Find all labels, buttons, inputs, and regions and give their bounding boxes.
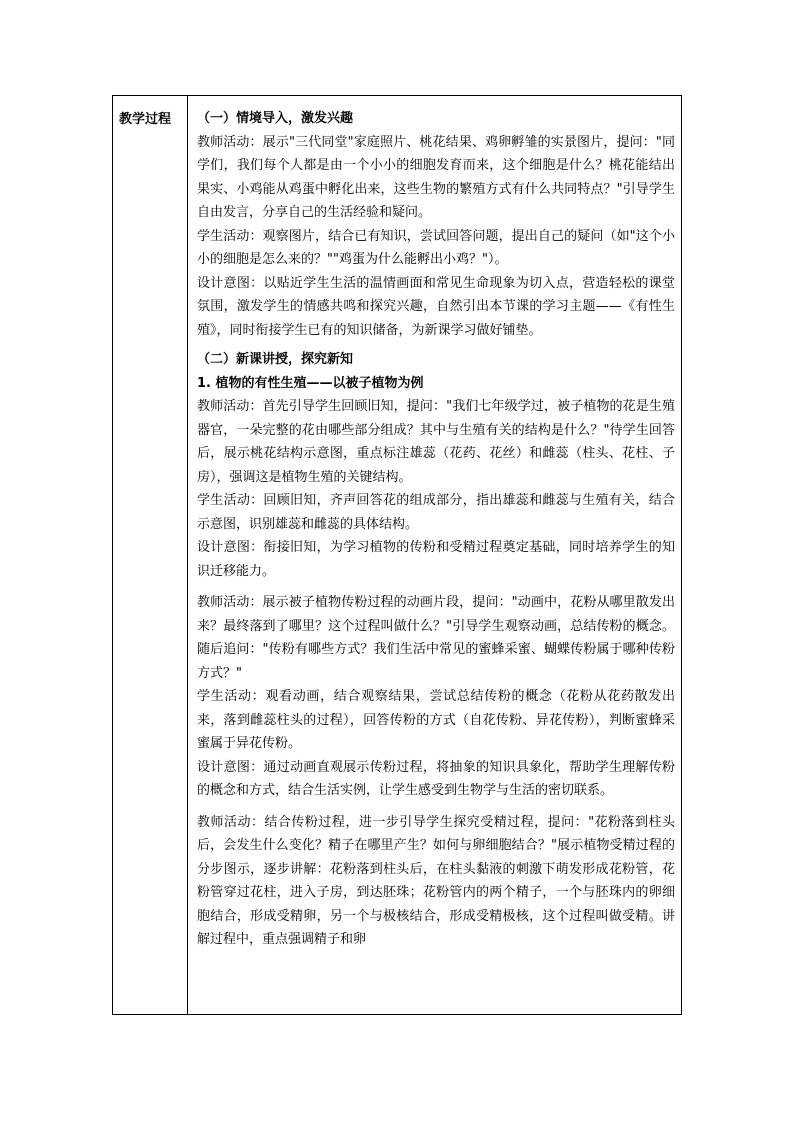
block2-teacher-activity: 教师活动：展示被子植物传粉过程的动画片段，提问："动画中，花粉从哪里散发出来？最终落到了哪里？这个过程叫做什么？"引导学生观察动画，总结传粉的概念。随后追问："传粉有哪些方式？我们生活中常见的蜜蜂采蜜、蝴蝶传粉属于哪种传粉方式？" bbox=[197, 595, 675, 681]
part1-student-activity: 学生活动：观察图片，结合已有知识，尝试回答问题，提出自己的疑问（如"这个小小的细胞是怎么来的？""鸡蛋为什么能孵出小鸡？"）。 bbox=[197, 228, 675, 267]
lesson-content bbox=[197, 107, 675, 952]
block2-design-intent: 设计意图：通过动画直观展示传粉过程，将抽象的知识具象化，帮助学生理解传粉的概念和方式，结合生活实例，让学生感受到生物学与生活的密切联系。 bbox=[197, 759, 675, 798]
section-label: 教学过程 bbox=[119, 112, 172, 127]
part1-design-intent: 设计意图：以贴近学生生活的温情画面和常见生命现象为切入点，营造轻松的课堂氛围，激发学生的情感共鸣和探究兴趣，自然引出本节课的学习主题——《有性生殖》，同时衔接学生已有的知识储备，为新课学习做好铺垫。 bbox=[197, 275, 675, 338]
part1-heading: （一）情境导入，激发兴趣 bbox=[197, 111, 354, 126]
block3-teacher-activity: 教师活动：结合传粉过程，进一步引导学生探究受精过程，提问："花粉落到柱头后，会发生什么变化？精子在哪里产生？如何与卵细胞结合？"展示植物受精过程的分步图示，逐步讲解：花粉落到柱头后，在柱头黏液的刺激下萌发形成花粉管，花粉管穿过花柱，进入子房，到达胚珠；花粉管内的两个精子，一个与胚珠内的卵细胞结合，形成受精卵，另一个与极核结合，形成受精极核，这个过程叫做受精。讲解过程中，重点强调精子和卵 bbox=[197, 814, 675, 947]
part2-heading: （二）新课讲授，探究新知 bbox=[197, 352, 354, 367]
block1-teacher-activity: 教师活动：首先引导学生回顾旧知，提问："我们七年级学过，被子植物的花是生殖器官，一朵完整的花由哪些部分组成？其中与生殖有关的结构是什么？"待学生回答后，展示桃花结构示意图，重点标注雄蕊（花药、花丝）和雌蕊（柱头、花柱、子房），强调这是植物生殖的关键结构。 bbox=[197, 399, 675, 485]
column-divider bbox=[187, 96, 188, 1014]
block2-student-activity: 学生活动：观看动画，结合观察结果，尝试总结传粉的概念（花粉从花药散发出来，落到雌蕊柱头的过程），回答传粉的方式（自花传粉、异花传粉），判断蜜蜂采蜜属于异花传粉。 bbox=[197, 689, 675, 751]
lesson-table bbox=[112, 95, 682, 1015]
part2-subheading: 1. 植物的有性生殖——以被子植物为例 bbox=[197, 375, 424, 391]
block1-design-intent: 设计意图：衔接旧知，为学习植物的传粉和受精过程奠定基础，同时培养学生的知识迁移能力。 bbox=[197, 540, 675, 579]
part1-teacher-activity: 教师活动：展示"三代同堂"家庭照片、桃花结果、鸡卵孵雏的实景图片，提问："同学们，我们每个人都是由一个小小的细胞发育而来，这个细胞是什么？桃花能结出果实、小鸡能从鸡蛋中孵化出来，这些生物的繁殖方式有什么共同特点？"引导学生自由发言，分享自己的生活经验和疑问。 bbox=[197, 134, 675, 220]
block1-student-activity: 学生活动：回顾旧知，齐声回答花的组成部分，指出雄蕊和雌蕊与生殖有关，结合示意图，识别雄蕊和雌蕊的具体结构。 bbox=[197, 493, 675, 532]
